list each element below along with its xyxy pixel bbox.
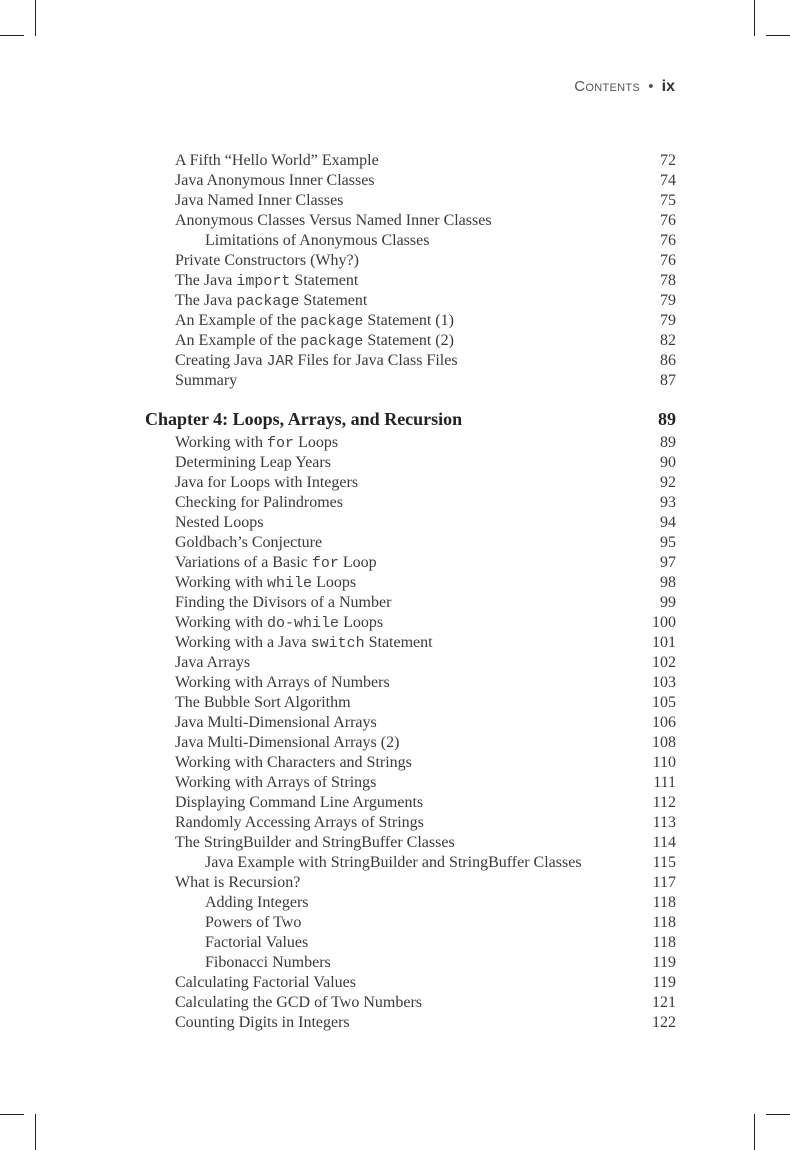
toc-entry-title xyxy=(145,351,458,371)
entry-text: Working with a Java xyxy=(175,634,311,651)
entry-text: Calculating the GCD of Two Numbers xyxy=(175,994,422,1011)
crop-mark xyxy=(0,1114,24,1115)
toc-entry xyxy=(145,813,676,833)
crop-mark xyxy=(35,1114,36,1150)
entry-text: Working with Characters and Strings xyxy=(175,754,412,771)
crop-mark xyxy=(754,0,755,36)
entry-text: Java Multi-Dimensional Arrays (2) xyxy=(175,734,400,751)
entry-text: Working with Arrays of Strings xyxy=(175,774,377,791)
entry-text: Factorial Values xyxy=(205,934,309,951)
code-keyword: do-while xyxy=(267,615,340,632)
toc-section-chapter-3-tail xyxy=(145,151,676,391)
toc-entry-title xyxy=(145,633,433,653)
toc-entry-page: 122 xyxy=(652,1014,676,1031)
entry-text: Statement (2) xyxy=(363,332,454,349)
toc-entry xyxy=(145,271,676,291)
toc-entry-title xyxy=(145,513,263,533)
toc-entry xyxy=(145,351,676,371)
toc-entry-page: 94 xyxy=(660,514,676,531)
toc-entry-title xyxy=(145,873,300,893)
toc-entry-title xyxy=(145,613,383,633)
code-keyword: while xyxy=(267,575,313,592)
entry-text: The Java xyxy=(175,292,237,309)
toc-entry xyxy=(145,713,676,733)
running-head xyxy=(574,78,675,96)
toc-entry-page: 113 xyxy=(652,814,676,831)
entry-text: Loops xyxy=(339,614,384,631)
toc-entry-page: 110 xyxy=(652,754,676,771)
toc-entry-page: 79 xyxy=(660,312,676,329)
toc-subentry xyxy=(145,913,676,933)
toc-entry-page: 119 xyxy=(652,954,676,971)
code-keyword: for xyxy=(311,555,339,572)
toc-entry xyxy=(145,1013,676,1033)
toc-entry-page: 76 xyxy=(660,252,676,269)
toc-entry xyxy=(145,833,676,853)
toc-entry-page: 78 xyxy=(660,272,676,289)
entry-text: Java Named Inner Classes xyxy=(175,192,344,209)
toc-entry-title xyxy=(145,693,351,713)
entry-text: Statement (1) xyxy=(363,312,454,329)
entry-text: Files for Java Class Files xyxy=(293,352,458,369)
entry-text: Nested Loops xyxy=(175,514,264,531)
toc-entry-page: 118 xyxy=(652,894,676,911)
toc-entry-title xyxy=(145,773,376,793)
page-number: ix xyxy=(661,78,675,95)
toc-entry-title xyxy=(145,171,375,191)
toc-entry xyxy=(145,151,676,171)
toc-entry-title xyxy=(145,493,343,513)
toc-entry-page: 119 xyxy=(652,974,676,991)
entry-text: Fibonacci Numbers xyxy=(205,954,331,971)
toc-entry xyxy=(145,553,676,573)
toc-entry-page: 90 xyxy=(660,454,676,471)
entry-text: Calculating Factorial Values xyxy=(175,974,356,991)
entry-text: The Bubble Sort Algorithm xyxy=(175,694,351,711)
toc-entry-title xyxy=(145,893,309,913)
toc-entry-page: 76 xyxy=(660,232,676,249)
toc-entry-page: 92 xyxy=(660,474,676,491)
toc-entry-page: 86 xyxy=(660,352,676,369)
toc-entry-page: 117 xyxy=(652,874,676,891)
entry-text: Creating Java xyxy=(175,352,267,369)
toc-entry-page: 98 xyxy=(660,574,676,591)
toc-entry-page: 95 xyxy=(660,534,676,551)
entry-text: A Fifth “Hello World” Example xyxy=(175,152,379,169)
toc-entry-title xyxy=(145,733,399,753)
toc-entry xyxy=(145,493,676,513)
toc-entry-title xyxy=(145,433,338,453)
toc-entry-title xyxy=(145,533,322,553)
entry-text: Java Arrays xyxy=(175,654,251,671)
entry-text: Checking for Palindromes xyxy=(175,494,343,511)
entry-text: Loops xyxy=(294,434,339,451)
toc-entry-title xyxy=(145,673,390,693)
toc-entry xyxy=(145,753,676,773)
entry-text: Displaying Command Line Arguments xyxy=(175,794,424,811)
toc-entry xyxy=(145,993,676,1013)
crop-mark xyxy=(35,0,36,36)
entry-text: Goldbach’s Conjecture xyxy=(175,534,323,551)
crop-mark xyxy=(754,1114,755,1150)
entry-text: Java for Loops with Integers xyxy=(175,474,359,491)
entry-text: Randomly Accessing Arrays of Strings xyxy=(175,814,424,831)
entry-text: Loops xyxy=(312,574,357,591)
toc-entry xyxy=(145,533,676,553)
entry-text: Anonymous Classes Versus Named Inner Classes xyxy=(175,212,492,229)
crop-mark xyxy=(766,1114,790,1115)
toc-entry-title xyxy=(145,933,308,953)
toc-entry-title xyxy=(145,231,429,251)
toc-subentry xyxy=(145,231,676,251)
toc-entry xyxy=(145,453,676,473)
toc-entry xyxy=(145,973,676,993)
toc-entry xyxy=(145,291,676,311)
toc-entry xyxy=(145,371,676,391)
toc-entry-title xyxy=(145,573,356,593)
entry-text: Adding Integers xyxy=(205,894,309,911)
entry-text: Working with xyxy=(175,434,268,451)
entry-text: Java Example with StringBuilder and StringBuffer Classes xyxy=(205,854,582,871)
entry-text: Java Anonymous Inner Classes xyxy=(175,172,375,189)
toc-entry-page: 118 xyxy=(652,934,676,951)
toc-entry-title xyxy=(145,271,358,291)
toc-entry-title xyxy=(145,151,379,171)
toc-entry xyxy=(145,331,676,351)
toc-entry-title xyxy=(145,371,237,391)
toc-entry-page: 89 xyxy=(660,434,676,451)
toc-entry-title xyxy=(145,553,377,573)
code-keyword: switch xyxy=(310,635,365,652)
toc-entry-title xyxy=(145,993,422,1013)
toc-entry xyxy=(145,311,676,331)
toc-entry-title xyxy=(145,953,331,973)
toc-entry-title xyxy=(145,211,492,231)
toc-entry-title xyxy=(145,753,412,773)
toc-entry-page: 87 xyxy=(660,372,676,389)
toc-entry-page: 112 xyxy=(652,794,676,811)
table-of-contents xyxy=(145,151,676,1033)
entry-text: Working with xyxy=(175,574,268,591)
toc-entry-page: 121 xyxy=(652,994,676,1011)
toc-subentry xyxy=(145,853,676,873)
code-keyword: for xyxy=(267,435,295,452)
entry-text: Statement xyxy=(364,634,433,651)
crop-mark xyxy=(766,35,790,36)
running-head-bullet: • xyxy=(648,78,654,95)
chapter-heading xyxy=(145,407,676,431)
entry-text: Working with Arrays of Numbers xyxy=(175,674,390,691)
toc-entry xyxy=(145,693,676,713)
toc-entry-page: 99 xyxy=(660,594,676,611)
toc-entry xyxy=(145,573,676,593)
toc-entry-title xyxy=(145,913,301,933)
toc-entry xyxy=(145,211,676,231)
toc-entry-title xyxy=(145,713,377,733)
toc-entry-page: 79 xyxy=(660,292,676,309)
code-keyword: JAR xyxy=(266,353,294,370)
toc-entry-page: 76 xyxy=(660,212,676,229)
running-head-section: Contents xyxy=(574,78,641,95)
toc-entry-title xyxy=(145,833,455,853)
toc-subentry xyxy=(145,933,676,953)
toc-entry-page: 74 xyxy=(660,172,676,189)
entry-text: Powers of Two xyxy=(205,914,302,931)
toc-entry xyxy=(145,473,676,493)
toc-entry-title xyxy=(145,793,423,813)
crop-mark xyxy=(0,35,24,36)
toc-entry xyxy=(145,733,676,753)
toc-entry-page: 111 xyxy=(653,774,676,791)
entry-text: Summary xyxy=(175,372,238,389)
entry-text: The StringBuilder and StringBuffer Classes xyxy=(175,834,455,851)
toc-entry-page: 115 xyxy=(652,854,676,871)
toc-entry-title xyxy=(145,331,454,351)
toc-entry-title xyxy=(145,291,367,311)
toc-entry xyxy=(145,633,676,653)
toc-entry-title xyxy=(145,593,391,613)
toc-entry-page: 114 xyxy=(652,834,676,851)
toc-subentry xyxy=(145,893,676,913)
toc-entry-title xyxy=(145,191,343,211)
toc-entry-page: 82 xyxy=(660,332,676,349)
toc-entry-page: 72 xyxy=(660,152,676,169)
toc-entry-title xyxy=(145,311,454,331)
toc-entry-page: 93 xyxy=(660,494,676,511)
toc-entry-title xyxy=(145,251,359,271)
code-keyword: package xyxy=(236,293,300,310)
toc-entry-title xyxy=(145,653,250,673)
toc-entry xyxy=(145,653,676,673)
entry-text: Counting Digits in Integers xyxy=(175,1014,350,1031)
entry-text: Working with xyxy=(175,614,268,631)
toc-entry xyxy=(145,171,676,191)
entry-text: The Java xyxy=(175,272,237,289)
code-keyword: package xyxy=(300,313,364,330)
entry-text: What is Recursion? xyxy=(175,874,301,891)
toc-entry-title xyxy=(145,973,356,993)
toc-subentry xyxy=(145,953,676,973)
toc-entry xyxy=(145,433,676,453)
chapter-page: 89 xyxy=(658,409,676,429)
toc-entry xyxy=(145,793,676,813)
chapter-title: Chapter 4: Loops, Arrays, and Recursion xyxy=(145,409,463,429)
entry-text: Finding the Divisors of a Number xyxy=(175,594,392,611)
entry-text: Statement xyxy=(290,272,359,289)
toc-entry xyxy=(145,673,676,693)
toc-entry-page: 108 xyxy=(652,734,676,751)
entry-text: Variations of a Basic xyxy=(175,554,312,571)
entry-text: Determining Leap Years xyxy=(175,454,331,471)
toc-entry-page: 100 xyxy=(652,614,676,631)
toc-entry-title xyxy=(145,1013,350,1033)
toc-entry-page: 106 xyxy=(652,714,676,731)
entry-text: Loop xyxy=(338,554,377,571)
toc-entry xyxy=(145,191,676,211)
toc-entry xyxy=(145,613,676,633)
toc-entry-page: 118 xyxy=(652,914,676,931)
toc-entry-title xyxy=(145,453,331,473)
toc-entry-page: 103 xyxy=(652,674,676,691)
toc-entry-title xyxy=(145,813,424,833)
toc-entry xyxy=(145,593,676,613)
toc-section-chapter-4 xyxy=(145,433,676,1033)
entry-text: Statement xyxy=(299,292,368,309)
entry-text: An Example of the xyxy=(175,332,301,349)
entry-text: An Example of the xyxy=(175,312,301,329)
toc-entry-page: 97 xyxy=(660,554,676,571)
toc-entry-title xyxy=(145,473,358,493)
entry-text: Private Constructors (Why?) xyxy=(175,252,359,269)
code-keyword: import xyxy=(236,273,291,290)
toc-entry xyxy=(145,251,676,271)
toc-entry xyxy=(145,873,676,893)
entry-text: Limitations of Anonymous Classes xyxy=(205,232,430,249)
toc-entry-page: 75 xyxy=(660,192,676,209)
toc-entry xyxy=(145,513,676,533)
toc-entry-page: 105 xyxy=(652,694,676,711)
toc-entry xyxy=(145,773,676,793)
entry-text: Java Multi-Dimensional Arrays xyxy=(175,714,377,731)
toc-entry-title xyxy=(145,853,582,873)
toc-entry-page: 101 xyxy=(652,634,676,651)
code-keyword: package xyxy=(300,333,364,350)
toc-entry-page: 102 xyxy=(652,654,676,671)
